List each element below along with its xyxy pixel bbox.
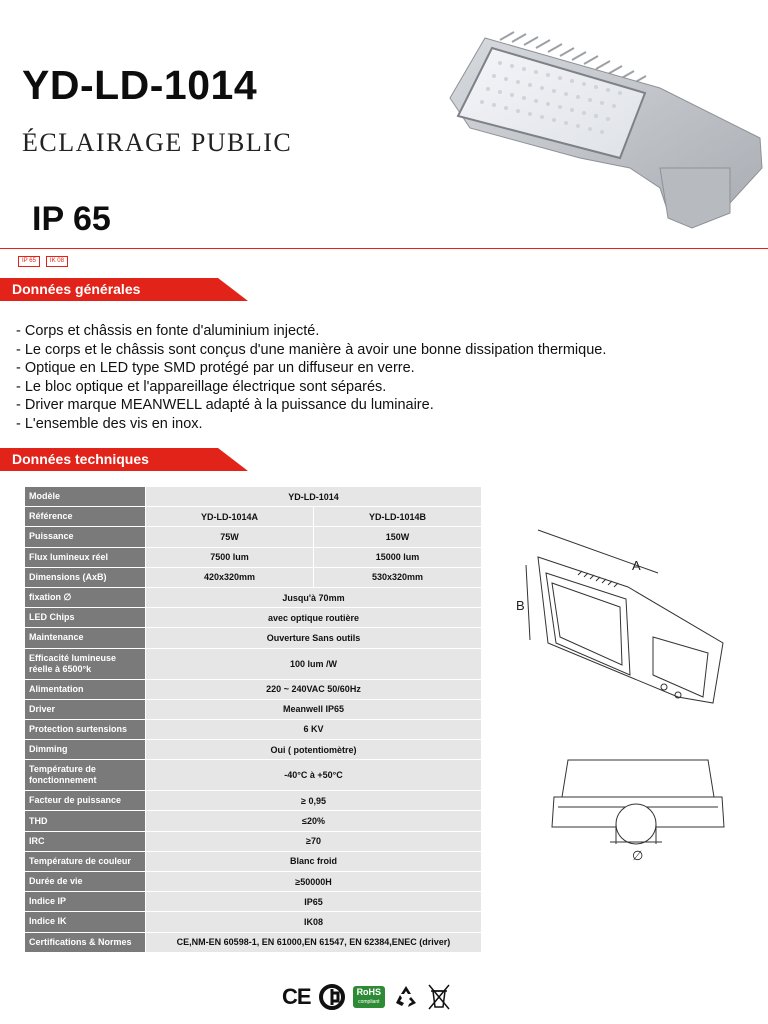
rohs-icon xyxy=(353,986,386,1008)
spec-value: Oui ( potentiomètre) xyxy=(146,740,482,760)
table-row xyxy=(25,699,482,719)
spec-key: Facteur de puissance xyxy=(25,791,146,811)
spec-value-a: YD-LD-1014A xyxy=(146,507,314,527)
spec-value: Jusqu'à 70mm xyxy=(146,587,482,607)
dimension-diagram-top xyxy=(508,525,758,725)
spec-key: Alimentation xyxy=(25,679,146,699)
spec-key: fixation ∅ xyxy=(25,587,146,607)
recycle-icon xyxy=(392,983,420,1011)
section-header-general xyxy=(0,278,250,302)
spec-value: IK08 xyxy=(146,912,482,932)
spec-key: Protection surtensions xyxy=(25,719,146,739)
spec-value-a: 75W xyxy=(146,527,314,547)
table-row xyxy=(25,487,482,507)
spec-value: Meanwell IP65 xyxy=(146,699,482,719)
spec-value: -40°C à +50°C xyxy=(146,760,482,791)
weee-crossed-bin-icon xyxy=(427,983,451,1011)
table-row xyxy=(25,892,482,912)
dimension-diagram-side xyxy=(548,752,728,852)
feature-item: - Optique en LED type SMD protégé par un diffuseur en verre. xyxy=(16,360,415,376)
spec-value: YD-LD-1014 xyxy=(146,487,482,507)
spec-value: CE,NM-EN 60598-1, EN 61000,EN 61547, EN 62384,ENEC (driver) xyxy=(146,932,482,952)
product-model-title: YD-LD-1014 xyxy=(22,62,258,108)
spec-key: Certifications & Normes xyxy=(25,932,146,952)
table-row xyxy=(25,811,482,831)
rohs-sublabel: compliant xyxy=(358,999,380,1005)
spec-value: ≥50000H xyxy=(146,872,482,892)
table-row xyxy=(25,932,482,952)
table-row xyxy=(25,719,482,739)
table-row xyxy=(25,872,482,892)
ip-rating: IP 65 xyxy=(32,200,111,238)
spec-value-a: 7500 lum xyxy=(146,547,314,567)
spec-value: 6 KV xyxy=(146,719,482,739)
spec-value-b: 150W xyxy=(313,527,481,547)
table-row xyxy=(25,587,482,607)
spec-key: Dimensions (AxB) xyxy=(25,567,146,587)
spec-key: Driver xyxy=(25,699,146,719)
street-light-product-image xyxy=(430,18,768,248)
spec-value-b: 15000 lum xyxy=(313,547,481,567)
spec-key: Flux lumineux réel xyxy=(25,547,146,567)
section-header-technical xyxy=(0,448,250,472)
dimension-label-a: A xyxy=(632,558,641,573)
spec-key: Dimming xyxy=(25,740,146,760)
spec-table xyxy=(24,486,482,953)
certification-logos xyxy=(282,981,502,1013)
conformity-mark-icon xyxy=(318,983,346,1011)
table-row xyxy=(25,679,482,699)
spec-key: THD xyxy=(25,811,146,831)
product-category: ÉCLAIRAGE PUBLIC xyxy=(22,128,293,157)
rating-badges xyxy=(18,256,68,267)
rohs-label: RoHS xyxy=(356,987,382,997)
table-row xyxy=(25,507,482,527)
table-row xyxy=(25,628,482,648)
feature-item: - Le bloc optique et l'appareillage électrique sont séparés. xyxy=(16,378,387,395)
spec-value: ≥ 0,95 xyxy=(146,791,482,811)
table-row xyxy=(25,567,482,587)
table-row xyxy=(25,527,482,547)
spec-key: Maintenance xyxy=(25,628,146,648)
ce-mark-icon: CE xyxy=(282,984,311,1009)
spec-value: avec optique routière xyxy=(146,608,482,628)
spec-key: IRC xyxy=(25,831,146,851)
ik-badge: IK 08 xyxy=(46,256,68,267)
feature-item: - L'ensemble des vis en inox. xyxy=(16,415,203,432)
spec-key: Indice IP xyxy=(25,892,146,912)
dimension-label-b: B xyxy=(516,598,525,613)
features-list xyxy=(16,322,606,433)
spec-key: Efficacité lumineuse réelle à 6500°k xyxy=(25,648,146,679)
spec-value: 100 lum /W xyxy=(146,648,482,679)
spec-value-b: 530x320mm xyxy=(313,567,481,587)
spec-value: ≥70 xyxy=(146,831,482,851)
feature-item: - Corps et châssis en fonte d'aluminium injecté. xyxy=(16,323,320,339)
table-row xyxy=(25,760,482,791)
spec-value: Blanc froid xyxy=(146,851,482,871)
spec-value-a: 420x320mm xyxy=(146,567,314,587)
table-row xyxy=(25,851,482,871)
spec-key: Indice IK xyxy=(25,912,146,932)
diameter-label: ∅ xyxy=(632,848,644,863)
table-row xyxy=(25,740,482,760)
spec-value: 220 ~ 240VAC 50/60Hz xyxy=(146,679,482,699)
table-row xyxy=(25,648,482,679)
table-row xyxy=(25,791,482,811)
spec-value: IP65 xyxy=(146,892,482,912)
table-row xyxy=(25,912,482,932)
table-row xyxy=(25,608,482,628)
table-row xyxy=(25,831,482,851)
spec-key: Référence xyxy=(25,507,146,527)
spec-value-b: YD-LD-1014B xyxy=(313,507,481,527)
spec-key: Température de fonctionnement xyxy=(25,760,146,791)
feature-item: - Le corps et le châssis sont conçus d'une manière à avoir une bonne dissipation thermique. xyxy=(16,341,607,358)
spec-key: LED Chips xyxy=(25,608,146,628)
spec-value: ≤20% xyxy=(146,811,482,831)
spec-value: Ouverture Sans outils xyxy=(146,628,482,648)
spec-key: Puissance xyxy=(25,527,146,547)
section-title-technical: Données techniques xyxy=(12,451,149,467)
section-title-general: Données générales xyxy=(12,281,141,297)
feature-item: - Driver marque MEANWELL adapté à la puissance du luminaire. xyxy=(16,397,434,413)
table-row xyxy=(25,547,482,567)
ip-badge: IP 65 xyxy=(18,256,40,267)
spec-key: Modèle xyxy=(25,487,146,507)
header-divider xyxy=(0,248,768,249)
spec-key: Durée de vie xyxy=(25,872,146,892)
spec-key: Température de couleur xyxy=(25,851,146,871)
